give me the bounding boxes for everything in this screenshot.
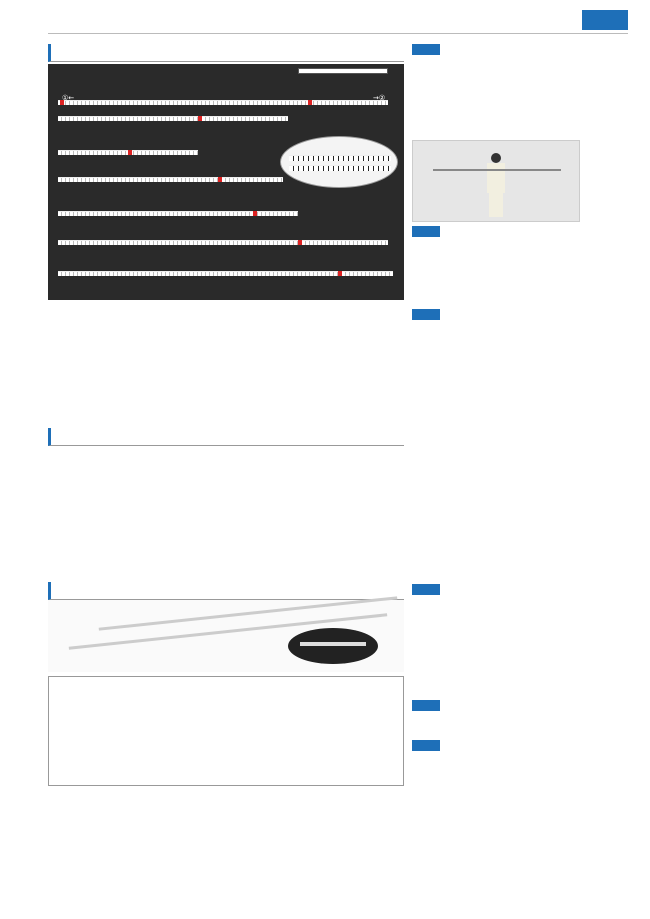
features-heading [412, 44, 440, 55]
zoom-circle [280, 136, 398, 188]
product-photo [48, 64, 404, 300]
arrow-left-icon: ①← [62, 94, 75, 102]
scale-diagram [48, 676, 404, 786]
header-divider [48, 33, 628, 34]
scale-detail [289, 165, 391, 171]
brand-logo [582, 10, 628, 30]
ruler-image [58, 150, 198, 155]
ruler-image [58, 240, 388, 245]
product-photo-3 [48, 600, 404, 672]
section-title [48, 44, 404, 62]
ruler-image [58, 177, 283, 182]
arrow-right-icon: →② [373, 94, 386, 102]
use-heading [412, 226, 440, 237]
ruler-image [58, 271, 393, 276]
features-heading [412, 584, 440, 595]
stopper-callout [298, 68, 388, 74]
scale-detail [289, 155, 391, 161]
section-title [48, 428, 404, 446]
section-title [48, 582, 404, 600]
spec-heading [412, 309, 440, 320]
ruler-image [58, 116, 288, 121]
person-photo [412, 140, 580, 222]
spec-heading [412, 740, 440, 751]
ruler-image [58, 211, 298, 216]
use-heading [412, 700, 440, 711]
ruler-image [58, 100, 388, 105]
